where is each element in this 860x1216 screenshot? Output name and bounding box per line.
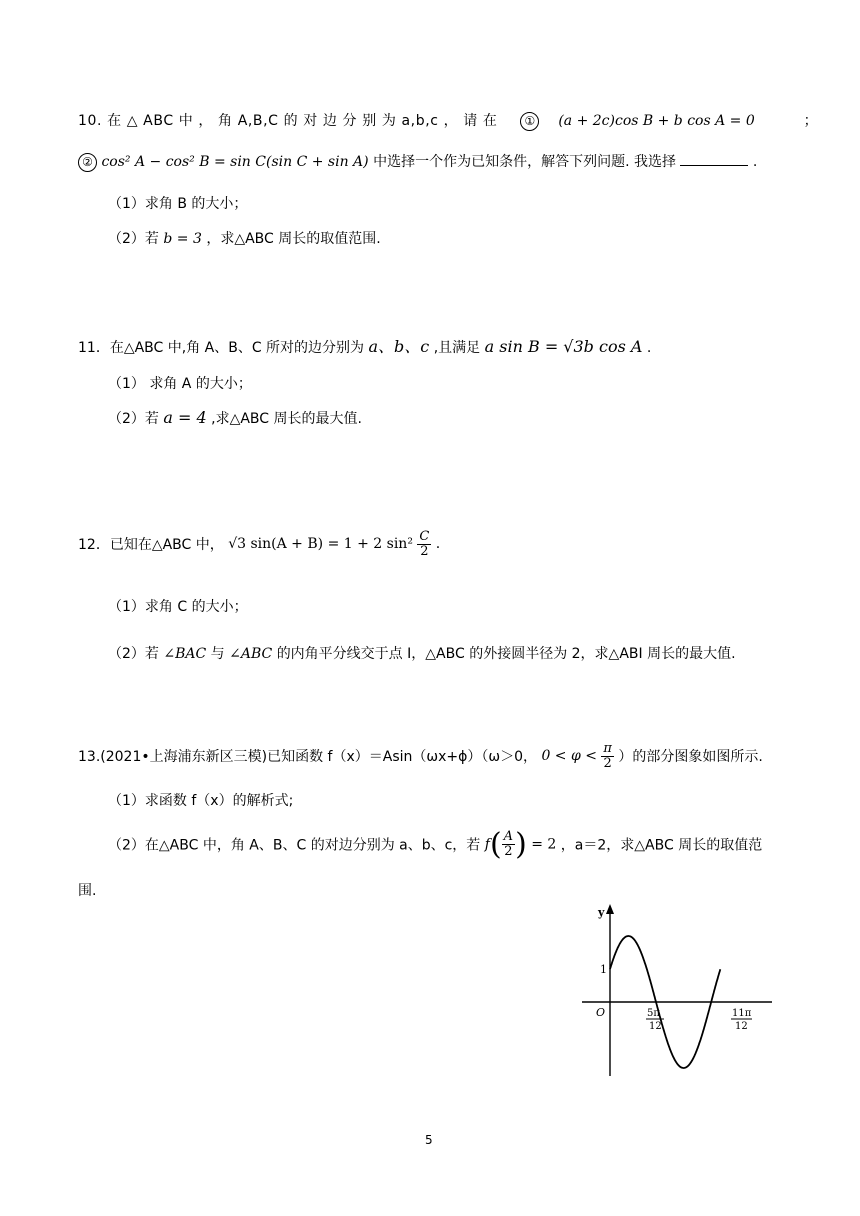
q12-part1: （1）求角 C 的大小； [108,599,248,615]
q11-part2 [108,408,362,428]
one-label: 1 [600,963,607,976]
q10-part2 [108,228,381,248]
q11-condition-text: ,且满足 [433,340,481,356]
q10-part2-prefix: （2）若 [108,231,159,247]
q10-circle-2: ② [78,153,97,172]
q12-period: . [435,536,441,553]
q11-period: . [646,340,652,356]
page-number: 5 [425,1133,433,1147]
q13-f-frac-den: 2 [504,844,513,859]
q10-condition-2: cos² A − cos² B = sin C(sin C + sin A) [101,154,369,170]
q13-intro-end: ）的部分图象如图所示. [618,749,763,766]
q11-equation: a sin B = √3b cos A [484,337,643,356]
q12-equation-left: √3 sin(A + B) = 1 + 2 sin² [228,536,413,553]
q10-line2 [78,151,757,172]
q10-period: . [752,154,758,170]
q11-intro: 11．在△ABC 中,角 A、B、C 所对的边分别为 [78,340,365,356]
tick-11pi-12-num: 11π [732,1008,752,1019]
q13-f-fraction [502,830,515,858]
q13-part1: （1）求函数 f（x）的解析式; [108,793,294,809]
y-axis-arrow-icon [606,904,614,914]
origin-label: O [596,1006,606,1019]
q12-frac-den: 2 [420,543,429,559]
q10-part2-math: b = 3 [163,231,202,247]
q10-line1 [78,110,818,131]
q11-part1: （1） 求角 A 的大小； [108,376,252,392]
q13-left-paren: ( [489,827,502,862]
q11-part2-math: a = 4 [163,408,207,427]
q13-frac-num: π [603,741,612,756]
q13-fraction [601,742,614,770]
q12-part2-prefix: （2）若 [108,646,159,662]
q13-part2-continued: 围. [78,883,97,899]
q13-f-frac-num: A [503,829,514,845]
q11-part2-suffix: ,求△ABC 周长的最大值. [211,411,362,427]
q12-frac-num: C [419,529,430,544]
q13-inequality: 0 < φ < [541,748,597,765]
q12-and: 与 [210,646,225,662]
q10-part2-suffix: ，求△ABC 周长的取值范围. [206,231,381,247]
q13-line1 [78,742,763,770]
tick-5pi-12-den: 12 [649,1021,662,1032]
q13-intro: 13.(2021•上海浦东新区三模)已知函数 [78,749,324,766]
q13-part2 [108,827,762,862]
q13-frac-den: 2 [603,755,612,771]
q10-choose-text: 中选择一个作为已知条件，解答下列问题. 我选择 [373,154,676,170]
q11-vars: a、b、c [368,337,430,356]
q10-intro: 10. 在 △ ABC 中 ， 角 A,B,C 的 对 边 分 别 为 a,b,c ， 请 在 [78,113,498,129]
q13-function: f（x）＝Asin（ωx+ϕ）（ω＞0， [327,749,537,766]
q10-semicolon: ； [803,113,818,129]
q11-line1 [78,334,651,357]
y-axis-label: y [598,906,605,919]
tick-11pi-12-den: 12 [735,1021,748,1032]
q10-answer-blank [680,151,748,166]
q13-f-label: f [484,836,490,853]
q13-part2-prefix: （2）在△ABC 中，角 A、B、C 的对边分别为 a、b、c，若 [108,837,481,854]
q10-part1: （1）求角 B 的大小； [108,196,248,212]
q12-part2-suffix: 的内角平分线交于点 I，△ABC 的外接圆半径为 2，求△ABI 周长的最大值. [276,646,736,662]
q10-condition-1: (a + 2c)cos B + b cos A = 0 [558,113,755,129]
q12-fraction [417,530,431,558]
q12-angle-bac: ∠BAC [163,646,207,662]
q10-circle-1: ① [520,112,539,131]
q12-line1 [78,530,440,558]
q12-part2 [108,643,736,663]
tick-5pi-12-num: 5π [647,1008,660,1019]
q13-part2-suffix: ，a＝2，求△ABC 周长的取值范 [560,837,763,854]
q13-sine-graph [572,898,792,1088]
q13-f-equals: = 2 [531,836,557,853]
q12-angle-abc: ∠ABC [229,646,273,662]
q12-intro: 12．已知在△ABC 中， [78,537,224,554]
q11-part2-prefix: （2）若 [108,411,159,427]
q13-right-paren: ) [515,827,527,862]
